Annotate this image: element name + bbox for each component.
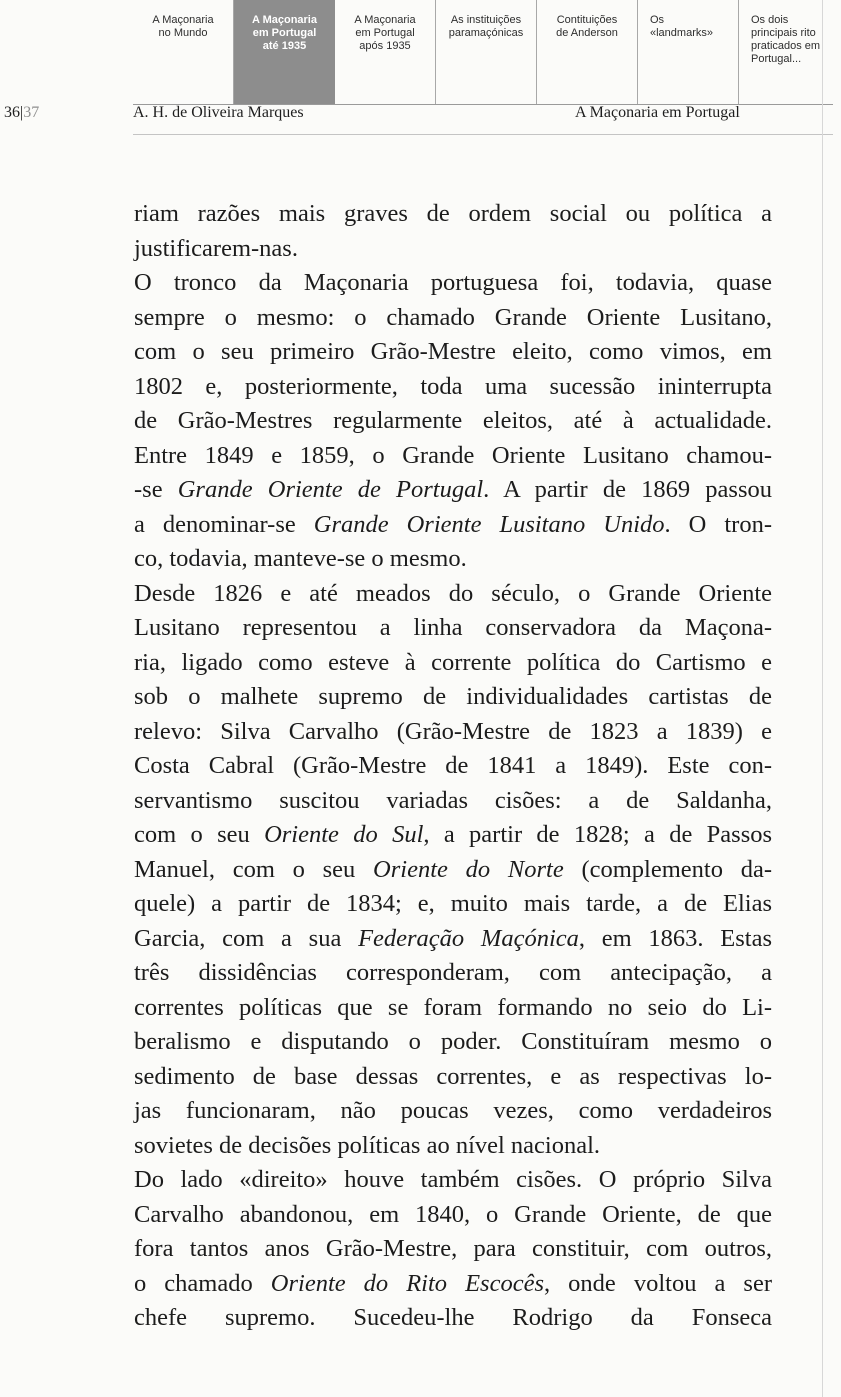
italic-text: Federação Maçónica [358,924,579,952]
text-line [134,439,772,474]
text-segment: ria, ligado como esteve à corrente política do Cartismo e [134,648,772,676]
text-line [134,784,772,819]
text-line [134,991,772,1026]
nav-tab-principais-ritos[interactable]: Os dois principais rito praticados em Portugal... [751,14,821,65]
text-line [134,1301,772,1336]
text-line [134,1060,772,1095]
text-segment: Manuel, com o seu [134,855,374,883]
text-segment: sovietes de decisões políticas ao nível nacional. [134,1131,601,1159]
text-segment: correntes políticas que se foram formando no seio do Li- [134,993,772,1021]
text-line [134,232,772,267]
text-segment: de Grão-Mestres regularmente eleitos, até à actualidade. [134,407,772,434]
text-segment: (complemento da- [563,855,772,883]
text-line [134,818,772,853]
text-line [134,749,772,784]
nav-tab-landmarks[interactable]: Os «landmarks» [638,0,739,104]
italic-text: Oriente do Norte [373,855,564,883]
text-line [134,473,772,508]
body-text [134,197,772,1336]
text-line [134,646,772,681]
text-line [134,1129,772,1164]
text-line [134,404,772,439]
text-line [134,715,772,750]
text-segment: 1802 e, posteriormente, toda uma sucessão ininterrupta [134,372,772,400]
page-number-right: 37 [23,104,40,121]
text-segment: três dissidências corresponderam, com antecipação, a [134,959,772,986]
text-segment: a denominar-se [134,510,314,538]
text-line [134,1094,772,1129]
text-segment: Carvalho abandonou, em 1840, o Grande Oriente, de que [134,1200,772,1228]
text-segment: Garcia, com a sua [134,924,359,952]
italic-text: Oriente do Sul [264,821,424,848]
text-line [134,680,772,715]
text-segment: , onde voltou a ser [544,1269,772,1297]
text-segment: Entre 1849 e 1859, o Grande Oriente Lusitano chamou- [134,441,772,469]
text-segment: . A partir de 1869 passou [483,476,772,503]
header-divider [133,134,833,135]
text-segment: -se [134,476,178,503]
text-segment: , em 1863. Estas [578,924,772,952]
page-numbers [4,104,39,122]
text-segment: jas funcionaram, não poucas vezes, como verdadeiros [134,1097,772,1124]
text-line [134,922,772,957]
text-line [134,853,772,888]
text-segment: O tronco da Maçonaria portuguesa foi, todavia, quase [134,269,772,296]
text-line [134,1025,772,1060]
page-edge-line [822,0,823,1397]
text-segment: riam razões mais graves de ordem social ou política a [134,200,772,227]
text-line [134,1232,772,1267]
text-segment: chefe supremo. Sucedeu-lhe Rodrigo da Fonseca [134,1304,772,1331]
nav-tab-instituicoes-paramaconicas[interactable]: As instituições paramaçónicas [436,0,537,104]
page-number-left: 36 [4,104,20,121]
text-line [134,1198,772,1233]
text-line [134,370,772,405]
text-line [134,301,772,336]
text-segment: sempre o mesmo: o chamado Grande Oriente Lusitano, [134,303,772,331]
italic-text: Grande Oriente Lusitano Unido [313,510,665,538]
text-line [134,611,772,646]
text-segment: fora tantos anos Grão-Mestre, para constituir, com outros, [134,1235,772,1262]
section-nav [133,0,833,105]
text-segment: sedimento de base dessas correntes, e as respectivas lo- [134,1062,772,1090]
text-line [134,887,772,922]
italic-text: Oriente do Rito Escocês [270,1269,544,1297]
italic-text: Grande Oriente de Portugal [177,476,484,503]
text-line [134,956,772,991]
text-line [134,197,772,232]
text-segment: com o seu [134,821,265,848]
text-segment: Do lado «direito» houve também cisões. O próprio Silva [134,1166,772,1193]
text-segment: o chamado [134,1269,271,1297]
text-segment: sob o malhete supremo de individualidades cartistas de [134,683,772,710]
text-segment: relevo: Silva Carvalho (Grão-Mestre de 1823 a 1839) e [134,717,772,745]
text-segment: Costa Cabral (Grão-Mestre de 1841 a 1849). Este con- [134,752,772,779]
text-line [134,542,772,577]
text-line [134,335,772,370]
text-segment: , a partir de 1828; a de Passos [423,821,773,848]
text-line [134,1163,772,1198]
text-segment: servantismo suscitou variadas cisões: a de Saldanha, [134,786,772,814]
nav-tab-constituicoes-anderson[interactable]: Contituições de Anderson [537,0,638,104]
text-line [134,508,772,543]
text-segment: com o seu primeiro Grão-Mestre eleito, como vimos, em [134,338,772,365]
text-segment: beralismo e disputando o poder. Constituíram mesmo o [134,1028,772,1055]
text-segment: Desde 1826 e até meados do século, o Grande Oriente [134,579,772,607]
nav-tab-portugal-ate-1935[interactable]: A Maçonaria em Portugal até 1935 [234,0,335,104]
text-segment: . O tron- [664,510,772,538]
nav-tab-maconaria-no-mundo[interactable]: A Maçonaria no Mundo [133,0,234,104]
page-number-separator: | [20,104,24,121]
nav-tab-portugal-apos-1935[interactable]: A Maçonaria em Portugal após 1935 [335,0,436,104]
running-author: A. H. de Oliveira Marques [133,104,304,121]
text-segment: co, todavia, manteve-se o mesmo. [134,545,467,572]
text-line [134,1267,772,1302]
text-segment: justificarem-nas. [134,234,298,262]
text-line [134,577,772,612]
text-line [134,266,772,301]
running-title: A Maçonaria em Portugal [575,104,740,121]
text-segment: Lusitano representou a linha conservadora da Maçona- [134,614,772,641]
text-segment: quele) a partir de 1834; e, muito mais tarde, a de Elias [134,890,772,917]
